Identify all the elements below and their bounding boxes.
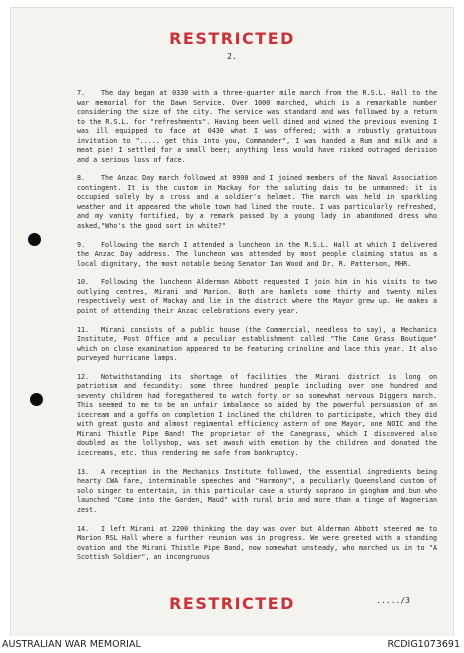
paragraph-12 xyxy=(77,373,437,459)
paragraph-text: Following the march I attended a luncheon in the R.S.L. Hall at which I delivered the Anzac Day address. The luncheon was attended by most people claiming status as a local dignitary, the most notable being Senator Ian Wood and Dr. R. Patterson, MHR. xyxy=(77,240,437,268)
document-page xyxy=(11,8,453,636)
paragraph-9 xyxy=(77,241,437,270)
archive-reference: RCDIG1073691 xyxy=(387,639,460,650)
document-body xyxy=(77,89,437,572)
paragraph-text: The day began at 0330 with a three-quarter mile march from the R.S.L. Hall to the war memorial for the Dawn Service. Over 1000 marched, which is a remarkable number considering the size of the city. The service was standard and was followed by a return to the R.S.L. for "refreshments". Having been well dined and wined the previous evening I was ill equipped to face at 0430 what I was offered; with a robustly gratuitous invitation to "..... get this into you, Commander", I was handed a Rum and milk and a meat pie! I settled for a small beer; anything less would have risked outraged derision and a serious loss of face. xyxy=(77,89,437,164)
paragraph-number: 8. xyxy=(77,174,86,183)
punch-hole xyxy=(30,393,43,406)
paragraph-11 xyxy=(77,326,437,364)
page-number: 2. xyxy=(227,52,237,61)
punch-hole xyxy=(28,233,41,246)
paragraph-number: 7. xyxy=(77,89,86,97)
paragraph-10 xyxy=(77,278,437,316)
paragraph-text: Following the luncheon Alderman Abbott requested I join him in his visits to two outlying centres, Mirani and Marion. Both are hamlets some thirty and twenty miles respectively west of Mackay and lie in the district where the Mayor grew up. He makes a point of attending their Anzac celebrations every year. xyxy=(77,278,437,315)
archive-footer xyxy=(0,636,464,653)
paragraph-number: 14. xyxy=(77,524,90,533)
paragraph-13 xyxy=(77,468,437,516)
page-continuation: ...../3 xyxy=(376,596,410,605)
paragraph-text: I left Mirani at 2200 thinking the day was over but Alderman Abbott steered me to Marion RSL Hall where a further reunion was in progress. We were greeted with a standing ovation and the Mirani Thistle Pipe Band, now somewhat unsteady, who marched us in to "A Scottish Soldier", an incongruous xyxy=(77,524,437,562)
archive-name: AUSTRALIAN WAR MEMORIAL xyxy=(2,639,141,650)
restricted-stamp-top: RESTRICTED xyxy=(169,29,295,48)
paragraph-8 xyxy=(77,174,437,231)
paragraph-number: 13. xyxy=(77,467,90,476)
paragraph-14 xyxy=(77,525,437,563)
restricted-stamp-bottom: RESTRICTED xyxy=(169,594,295,613)
paragraph-text: Notwithstanding its shortage of facilities the Mirani district is long on patriotism and fecundity: some three hundred people including over one hundred and seventy children had foregathered to watch forty or so somewhat nervous Diggers march. This seemed to me to be an unfair imbalance so aided by the powerful persuasion of an icecream and a goffa on completion I inclined the children to participate, which they did with great gusto and almost regimental efficiency astern of one Mayor, one NOIC and the Mirani Thistle Pipe Band! The proprietor of the Canegrass, which I discovered also doubled as the lollyshop, was set awash with emotion by the children and donated the icecreams, etc. thus rendering me safe from bankruptcy. xyxy=(77,372,437,457)
paragraph-number: 10. xyxy=(77,278,90,287)
paragraph-number: 9. xyxy=(77,240,86,249)
paragraph-text: A reception in the Mechanics Institute followed, the essential ingredients being hearty CWA fare, interminable speeches and "Harmony", a peculiarly Queensland custom of solo singer to entertain, in this particular case a sturdy soprano in gingham and bun who launched "Come into the Garden, Maud" with rural brio and more than a tinge of Wagnerian zest. xyxy=(77,467,437,514)
paragraph-number: 12. xyxy=(77,372,90,381)
paragraph-number: 11. xyxy=(77,325,90,334)
paragraph-text: The Anzac Day march followed at 0900 and I joined members of the Naval Association contingent. It is the custom in Mackay for the saluting dais to be unmanned: it is occupied solely by a cross and a soldier's helmet. The march was held in sparkling weather and it appeared the whole town had lined the route. I was particularly refreshed, and my vanity fortified, by a remark passed by a young lady in abandoned dress who asked,"Who's the good sort in white?" xyxy=(77,174,437,230)
paragraph-text: Mirani consists of a public house (the Commercial, needless to say), a Mechanics Institute, Post Office and a peculiar establishment called "The Cane Grass Boutique" which on close examination appeared to be featuring crinoline and lace this year. It also purveyed hurricane lamps. xyxy=(77,325,437,363)
paragraph-7 xyxy=(77,89,437,165)
